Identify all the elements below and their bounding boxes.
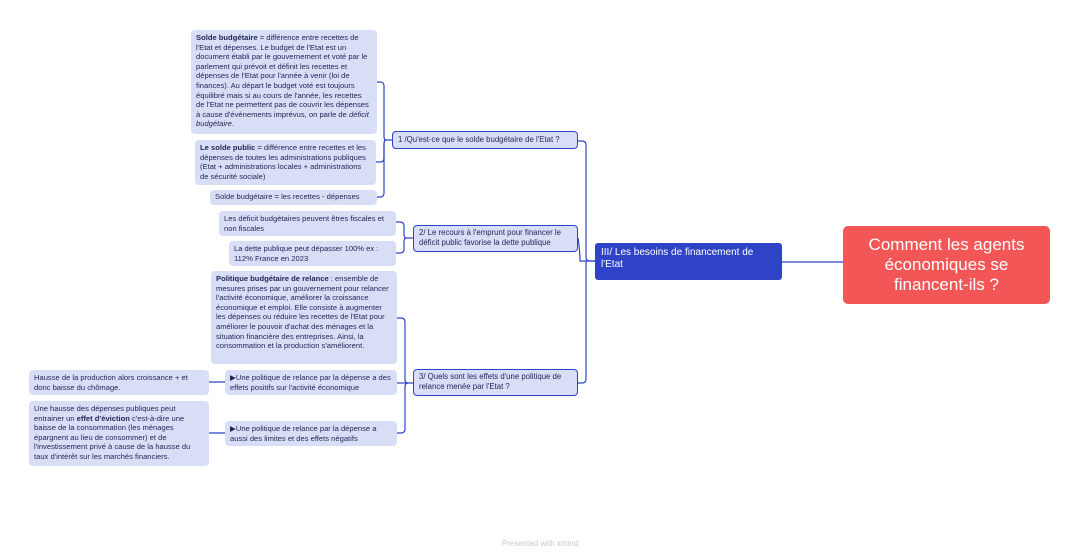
solde-formula-text: Solde budgétaire = les recettes - dépenses [215, 192, 360, 201]
politique-term: Politique budgétaire de relance [216, 274, 329, 283]
eviction-pre: Une hausse des dépenses publiques peut entrainer un [34, 404, 176, 423]
deficits-fiscaux-note [219, 211, 396, 236]
solde-budgetaire-end: . [231, 119, 235, 129]
solde-budgetaire-text: = différence entre recettes de l'Etat et dépenses. Le budget de l'Etat est un document établi par le gouvernement et voté par le parlement qui prévoit et définit les recettes et dépenses de l'Etat pour l'année à venir (loi de finances). Au départ le budget voté est toujours équilibré mais si au cours de l'année, les recettes de l'Etat ne permettent pas de couvrir les dépenses à cause d'événements imprévus, on parle de [196, 33, 369, 119]
question-1 [392, 131, 578, 149]
effets-positifs-detail [29, 370, 209, 395]
effet-eviction-detail [29, 401, 209, 466]
politique-text: : ensemble de mesures prises par un gouvernement pour relancer l'activité économique, améliorer la croissance économique et emploi. Elle consiste à augmenter les dépenses ou réduire les recettes de l'Etat pour améliorer le pouvoir d'achat des ménages et la situation financière des entreprises. Ainsi, la consommation et la production s'améliorent. [216, 274, 389, 351]
effets-positifs-text: ▶Une politique de relance par la dépense a des effets positifs sur l'activité économique [230, 373, 391, 392]
solde-public-definition [195, 140, 376, 185]
dette-text: La dette publique peut dépasser 100% ex : 112% France en 2023 [234, 244, 379, 263]
solde-formula [210, 190, 377, 205]
effets-negatifs-text: ▶Une politique de relance par la dépense a aussi des limites et des effets négatifs [230, 424, 377, 443]
central-topic [843, 226, 1050, 304]
question-3 [413, 369, 578, 396]
question-2-label: 2/ Le recours à l'emprunt pour financer le déficit public favorise la dette publique [419, 228, 561, 247]
footer-text: Presented with xmind [501, 539, 579, 548]
deficit-budgetaire-emph: déficit budgétaire [196, 109, 369, 129]
eviction-text: c'est-à-dire une baisse de la consommation (les ménages épargnent au lieu de consommer) et de l'investissement privé à cause de la hausse du taux d'intérêt sur les marchés financiers. [34, 413, 191, 461]
question-1-label: 1 /Qu'est-ce que le solde budgétaire de l'Etat ? [398, 135, 560, 144]
section-besoins-financement [595, 243, 782, 280]
effets-positifs-node [225, 370, 397, 395]
solde-budgetaire-term: Solde budgétaire [196, 33, 258, 42]
solde-public-text: = différence entre recettes et les dépenses de toutes les administrations publiques (Etat + administrations locales + administrations de sécurité sociale) [200, 143, 366, 181]
xmind-footer [0, 539, 1080, 548]
solde-budgetaire-definition [191, 30, 377, 134]
politique-relance-definition [211, 271, 397, 364]
eviction-term: effet d'éviction [76, 413, 130, 423]
effets-negatifs-node [225, 421, 397, 446]
question-3-label: 3/ Quels sont les effets d'une politique de relance menée par l'Etat ? [419, 372, 562, 391]
solde-public-term: Le solde public [200, 143, 256, 152]
dette-publique-note [229, 241, 396, 266]
effets-positifs-detail-text: Hausse de la production alors croissance + et donc baisse du chômage. [34, 373, 188, 392]
central-topic-label: Comment les agents économiques se financent-ils ? [868, 235, 1025, 294]
section-label: III/ Les besoins de financement de l'Etat [601, 247, 754, 270]
question-2 [413, 225, 578, 252]
deficits-text: Les déficit budgétaires peuvent êtres fiscales et non fiscales [224, 214, 384, 233]
